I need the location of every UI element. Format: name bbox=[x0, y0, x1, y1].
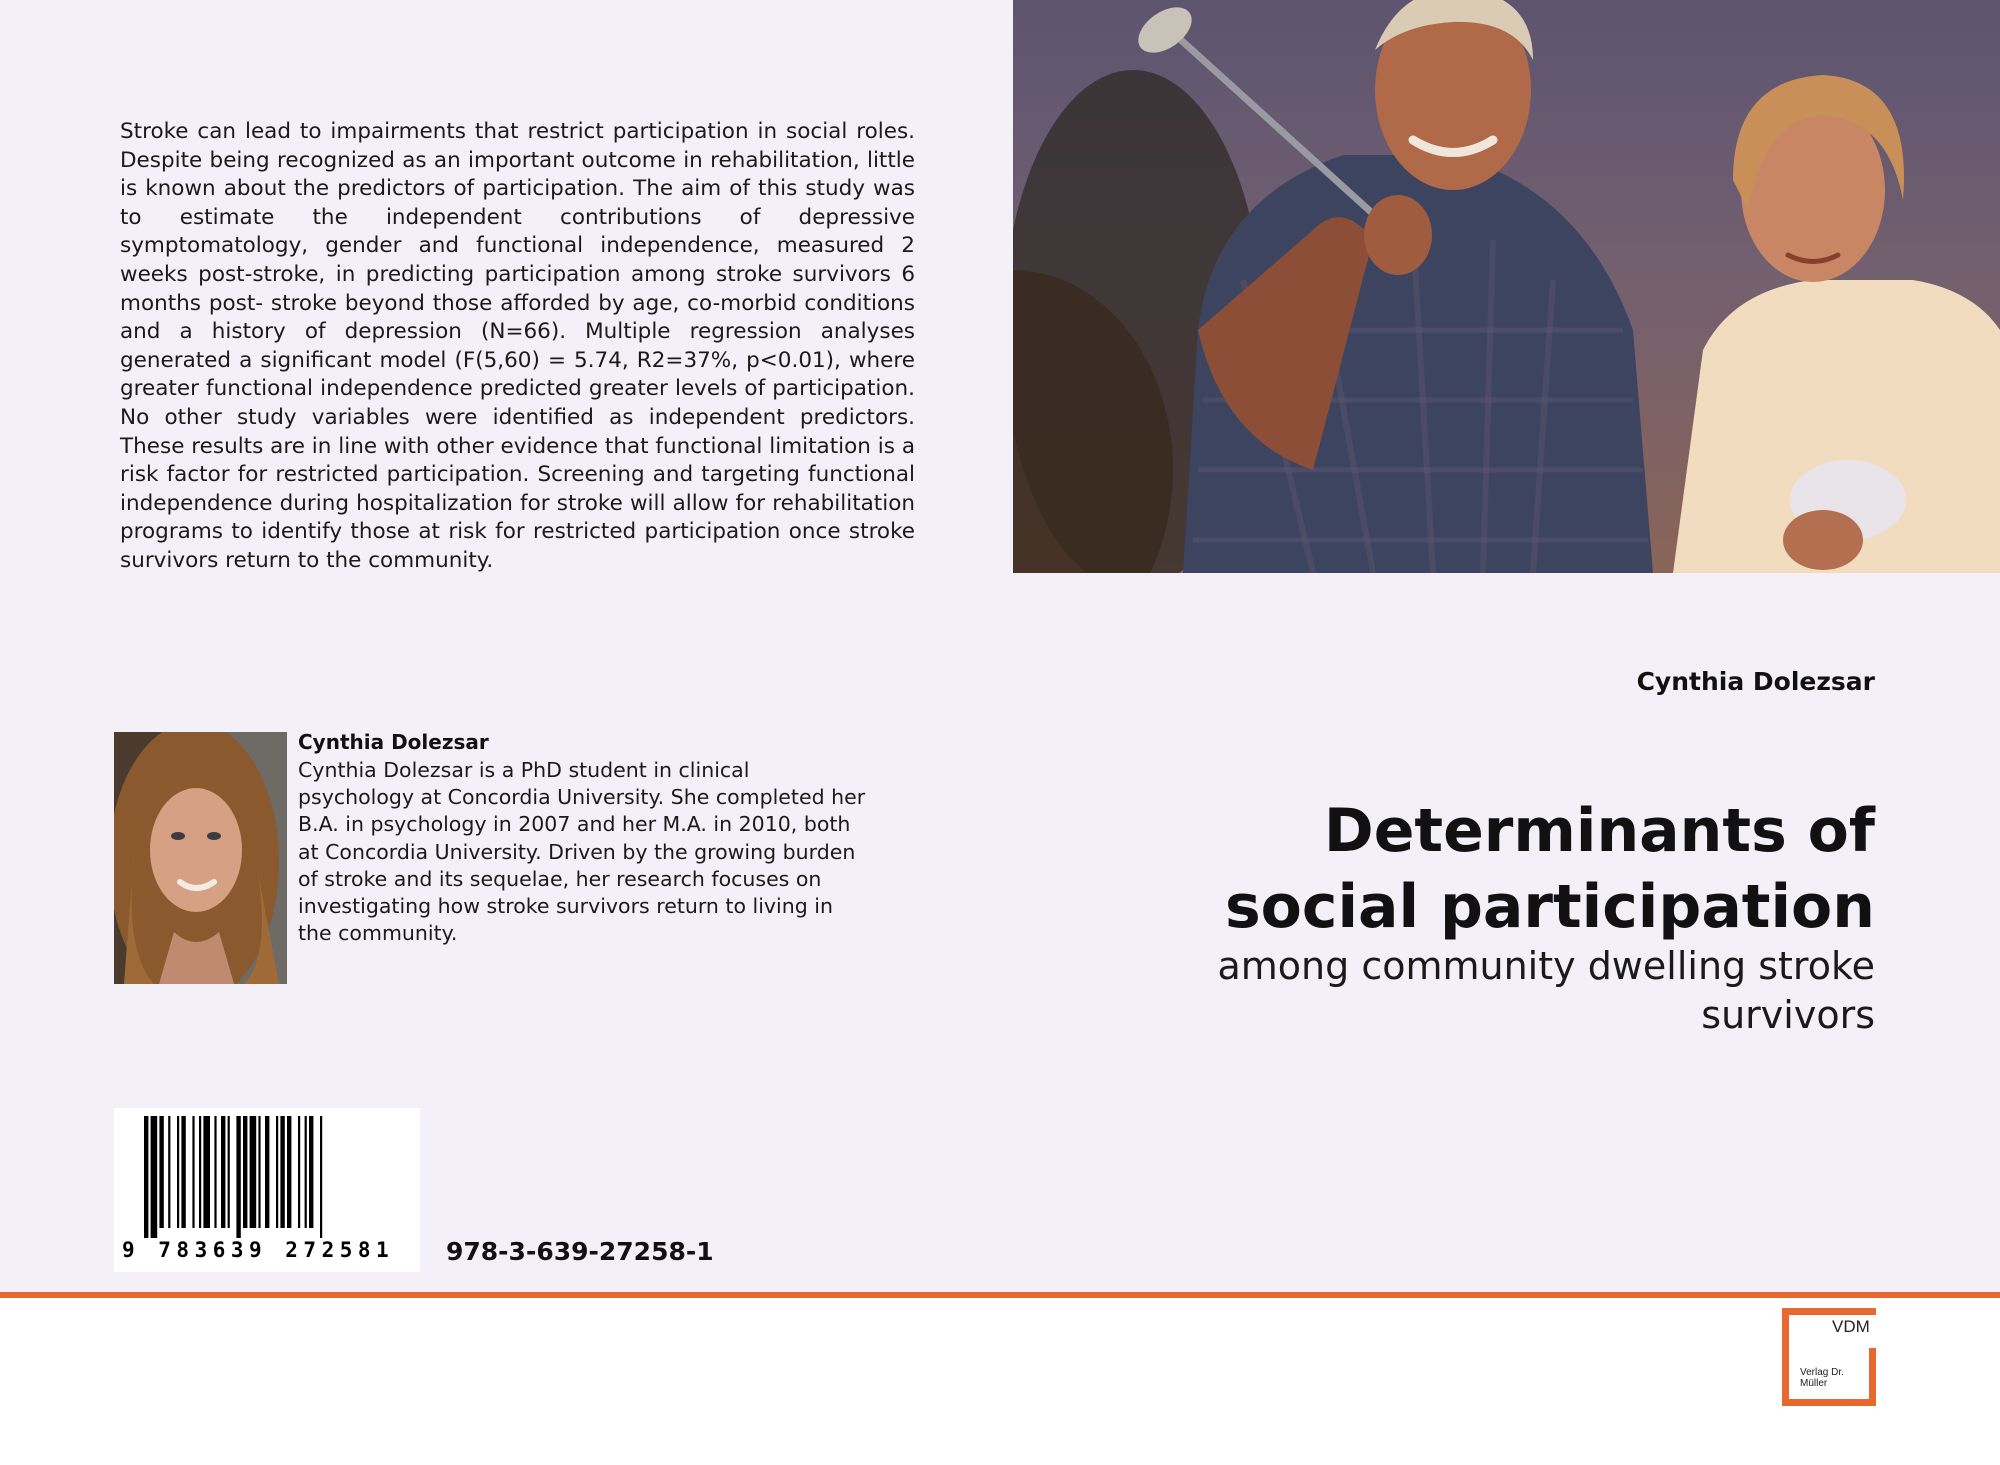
orange-divider bbox=[0, 1292, 2000, 1298]
barcode-bar bbox=[203, 1116, 210, 1228]
author-bio-text: Cynthia Dolezsar is a PhD student in clinical psychology at Concordia University. She completed her B.A. in psychology in 2007 and her M.A. in 2010, both at Concordia University. Driven by the growing burden of stroke and its sequelae, her research focuses on investigating how stroke survivors return to living in the community. bbox=[298, 758, 866, 946]
barcode-bar bbox=[258, 1116, 260, 1228]
author-portrait-illustration bbox=[114, 732, 287, 984]
barcode-bar bbox=[250, 1116, 257, 1228]
isbn-number: 978-3-639-27258-1 bbox=[446, 1237, 714, 1266]
barcode-bar bbox=[144, 1116, 148, 1238]
barcode-bar bbox=[159, 1116, 163, 1228]
barcode-bar bbox=[305, 1116, 307, 1228]
barcode-bar bbox=[199, 1116, 201, 1228]
author-portrait-photo bbox=[114, 732, 287, 984]
isbn-barcode bbox=[114, 1108, 420, 1272]
cover-photo-golfing-couple bbox=[1013, 0, 2000, 573]
publisher-logo bbox=[1782, 1308, 1876, 1406]
barcode-bar bbox=[236, 1116, 240, 1238]
logo-frame-bottom bbox=[1782, 1399, 1876, 1406]
cover-photo-illustration bbox=[1013, 0, 2000, 573]
book-title: Determinants of social participation bbox=[1224, 796, 1875, 942]
barcode-bars bbox=[114, 1108, 420, 1238]
logo-frame-top bbox=[1782, 1308, 1876, 1315]
publisher-name: Verlag Dr. Müller bbox=[1800, 1367, 1844, 1389]
barcode-bar bbox=[228, 1116, 230, 1228]
back-cover-abstract: Stroke can lead to impairments that restrict participation in social roles. Despite being recognized as an important outcome in rehabilitation, little is known about the predictors of participation. The aim of this study was to estimate the independent contributions of depressive symptomatology, gender and functional independence, measured 2 weeks post-stroke, in predicting participation among stroke survivors 6 months post- stroke beyond those afforded by age, co-morbid conditions and a history of depression (N=66). Multiple regression analyses generated a significant model (F(5,60) = 5.74, R2=37%, p<0.01), where greater functional independence predicted greater levels of participation. No other study variables were identified as independent predictors. These results are in line with other evidence that functional limitation is a risk factor for restricted participation. Screening and targeting functional independence during hospitalization for stroke will allow for rehabilitation programs to identify those at risk for restricted participation once stroke survivors return to the community. bbox=[120, 119, 915, 573]
barcode-bar bbox=[177, 1116, 179, 1228]
barcode-bar bbox=[276, 1116, 278, 1228]
barcode-bar bbox=[309, 1116, 313, 1228]
barcode-bar bbox=[192, 1116, 194, 1228]
barcode-bar bbox=[280, 1116, 284, 1228]
logo-frame-right bbox=[1869, 1348, 1876, 1406]
barcode-bar bbox=[320, 1116, 322, 1238]
publisher-brand: VDM bbox=[1832, 1317, 1870, 1336]
barcode-bar bbox=[243, 1116, 247, 1228]
barcode-bar bbox=[181, 1116, 185, 1228]
barcode-bar bbox=[221, 1116, 225, 1228]
barcode-bar bbox=[287, 1116, 291, 1228]
barcode-bar bbox=[168, 1116, 170, 1228]
barcode-digits: 9 783639 272581 bbox=[122, 1238, 395, 1262]
barcode-bar bbox=[151, 1116, 158, 1238]
barcode-bar bbox=[265, 1116, 269, 1228]
logo-frame-left bbox=[1782, 1308, 1789, 1406]
front-cover-author: Cynthia Dolezsar bbox=[1636, 667, 1875, 696]
author-bio-name: Cynthia Dolezsar bbox=[298, 730, 489, 754]
barcode-bar bbox=[298, 1116, 300, 1228]
barcode-bar bbox=[214, 1116, 216, 1228]
book-subtitle: among community dwelling stroke survivors bbox=[1217, 944, 1875, 1037]
